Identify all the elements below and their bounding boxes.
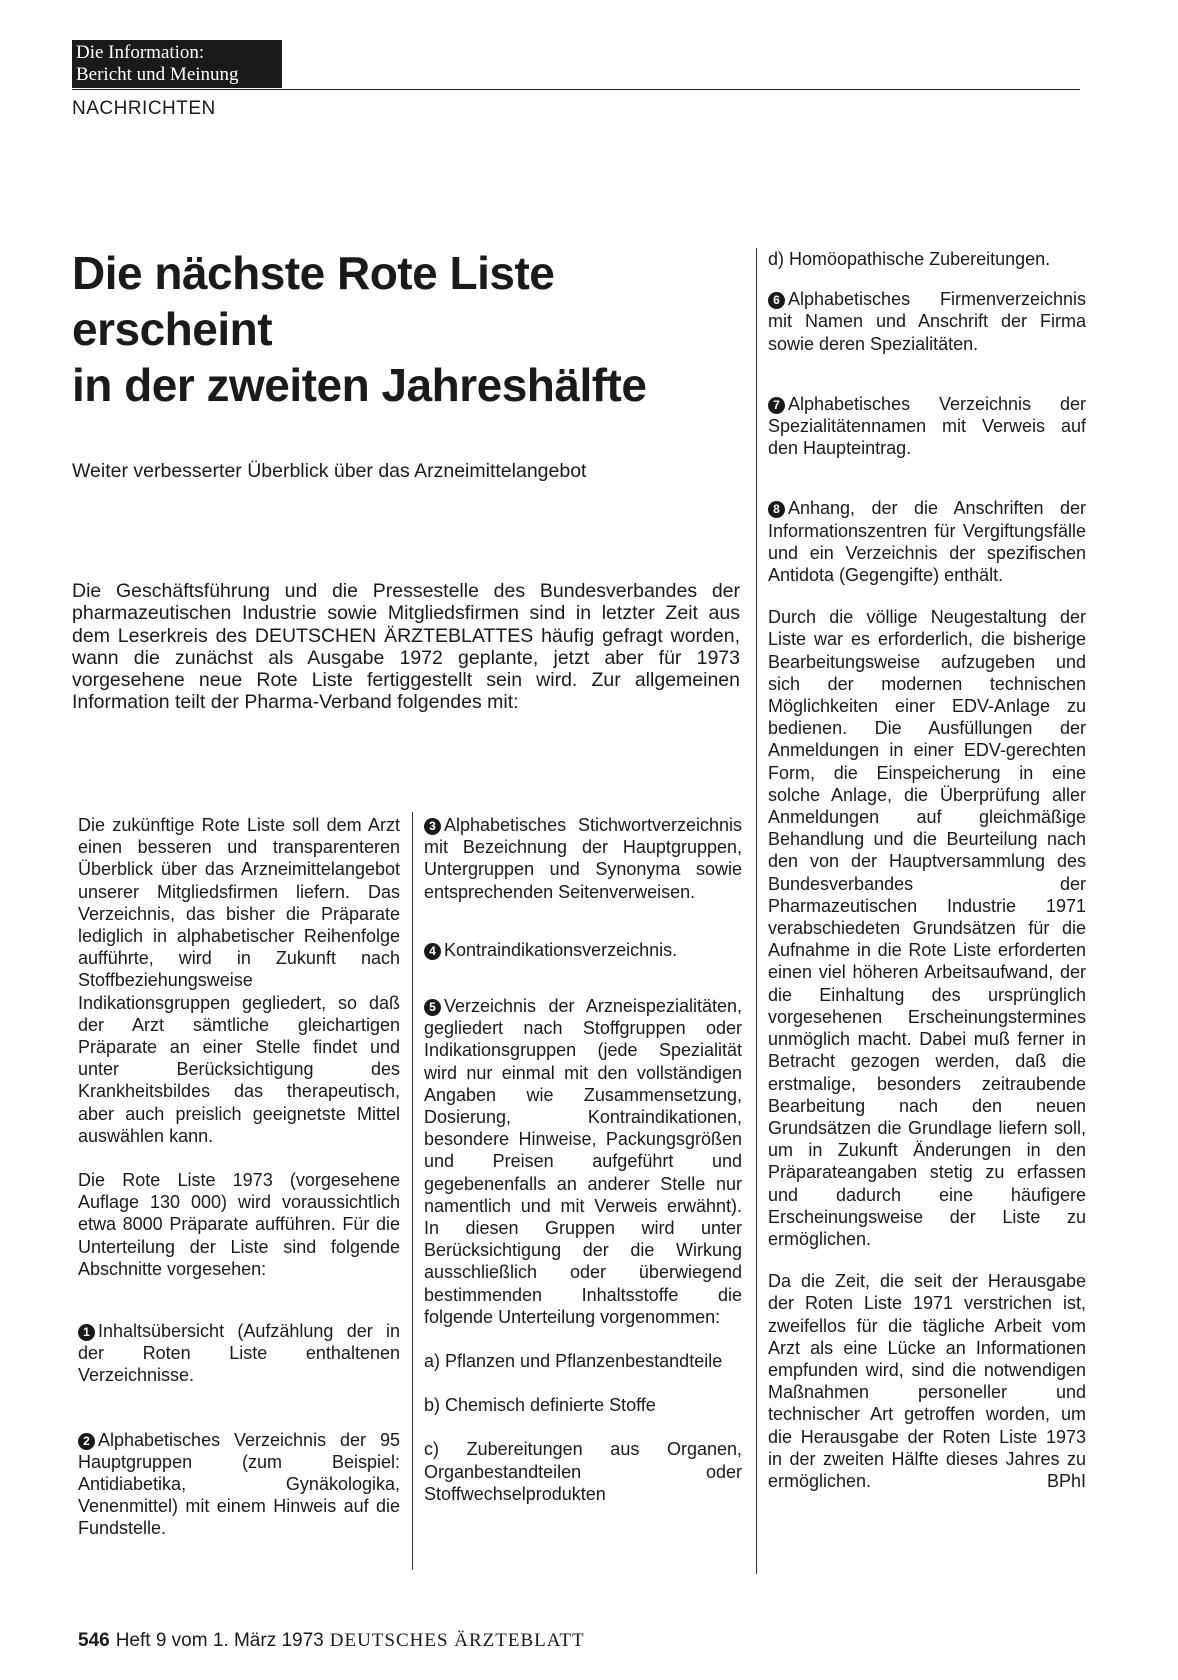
title-line-2: erscheint [72,303,273,355]
article-subtitle: Weiter verbesserter Überblick über das Arzneimittelangebot [72,460,587,482]
col3-paragraph-2-text: Da die Zeit, die seit der Herausgabe der Roten Liste 1971 verstrichen ist, zweifellos für die tägliche Arbeit vom Arzt als eine Lücke an Informationen empfunden wird, sind die notwendigen Maßnahmen personeller und technischer Art getroffen worden, um die Herausgabe der Roten Liste 1973 in der zweiten Hälfte dieses Jahres zu ermöglichen. [768,1271,1086,1491]
column-divider-2 [756,248,757,1574]
list-item-7-text: Alphabetisches Verzeichnis der Spezialitätennamen mit Verweis auf den Haupteintrag. [768,393,1086,459]
page-footer [78,1630,585,1652]
list-item-6 [768,288,1086,355]
list-item-5-text: Verzeichnis der Arzneispezialitäten, gegliedert nach Stoffgruppen oder Indikationsgruppen (jede Spezialität wird nur einmal mit den vollständigen Angaben wie Zusammensetzung, Dosierung, Kontraindikationen, besondere Hinweise, Packungsgrößen und Preisen aufgeführt und gegebenenfalls an anderer Stelle nur namentlich und mit Verweis erwähnt). In diesen Gruppen wird unter Berücksichtigung der die Wirkung ausschließlich oder überwiegend bestimmenden Inhaltsstoffe die folgende Unterteilung vorgenommen: [424,996,742,1327]
article-title [72,245,712,413]
list-item-5 [424,995,742,1328]
column-2 [424,814,742,1505]
list-item-3 [424,814,742,903]
list-item-2 [78,1429,400,1540]
number-badge-1: 1 [78,1324,95,1341]
sub-item-d: d) Homöopathische Zubereitungen. [768,249,1051,269]
list-item-1 [78,1320,400,1387]
number-badge-7: 7 [768,397,785,414]
author-signature: BPhI [1046,1470,1086,1491]
article-lead: Die Geschäftsführung und die Pressestelle des Bundesverbandes der pharmazeutischen Industrie sowie Mitgliedsfirmen sind in letzter Zeit aus dem Leserkreis des DEUTSCHEN ÄRZTEBLATTES häufig gefragt worden, wann die zunächst als Ausgabe 1972 geplante, jetzt aber für 1973 vorgesehene neue Rote Liste fertiggestellt sein wird. Zur allgemeinen Information teilt der Pharma-Verband folgendes mit: [72,580,740,714]
column-1 [78,814,400,1540]
column-divider-1 [412,812,413,1570]
number-badge-3: 3 [424,818,441,835]
number-badge-2: 2 [78,1433,95,1450]
number-badge-8: 8 [768,501,785,518]
number-badge-4: 4 [424,943,441,960]
col1-paragraph-1: Die zukünftige Rote Liste soll dem Arzt einen besseren und transparenteren Überblick über das Arzneimittelangebot unserer Mitgliedsfirmen liefern. Das Verzeichnis, das bisher die Präparate lediglich in alphabetischer Reihenfolge aufführte, wird in Zukunft nach Stoffbeziehungsweise Indikationsgruppen gegliedert, so daß der Arzt sämtliche gleichartigen Präparate an einer Stelle findet und unter Berücksichtigung des Krankheitsbildes das therapeutisch, aber auch preislich geeignetste Mittel auswählen kann. [78,815,400,1146]
list-item-8 [768,497,1086,586]
title-line-1: Die nächste Rote Liste [72,247,555,299]
list-item-6-text: Alphabetisches Firmenverzeichnis mit Namen und Anschrift der Firma sowie deren Spezialitäten. [768,289,1086,354]
sub-item-c: c) Zubereitungen aus Organen, Organbestandteilen oder Stoffwechselprodukten [424,1439,742,1504]
category-label: NACHRICHTEN [72,98,216,119]
issue-info: Heft 9 vom 1. März 1973 [115,1630,324,1651]
section-label-line2: Bericht und Meinung [76,64,239,85]
col3-paragraph-2 [768,1270,1086,1492]
section-label-box [72,40,282,88]
header-rule [72,89,1080,90]
title-line-3: in der zweiten Jahreshälfte [72,359,647,411]
sub-item-b: b) Chemisch definierte Stoffe [424,1395,656,1416]
list-item-4-text: Kontraindikationsverzeichnis. [444,939,678,960]
list-item-4 [424,939,742,961]
list-item-7 [768,393,1086,460]
list-item-1-text: Inhaltsübersicht (Aufzählung der in der Roten Liste enthaltenen Verzeichnisse. [78,1321,400,1386]
section-label-line1: Die Information: [76,42,205,63]
column-3 [768,248,1086,1492]
col1-paragraph-2: Die Rote Liste 1973 (vorgesehene Auflage 130 000) wird voraussichtlich etwa 8000 Präparate aufführen. Für die Unterteilung der Liste sind folgende Abschnitte vorgesehen: [78,1170,400,1279]
list-item-8-text: Anhang, der die Anschriften der Informationszentren für Vergiftungsfälle und ein Verzeichnis der spezifischen Antidota (Gegengifte) enthält. [768,498,1086,586]
list-item-2-text: Alphabetisches Verzeichnis der 95 Hauptgruppen (zum Beispiel: Antidiabetika, Gynäkologika, Venenmittel) mit einem Hinweis auf die Fundstelle. [78,1429,400,1539]
number-badge-5: 5 [424,999,441,1016]
journal-name: DEUTSCHES ÄRZTEBLATT [329,1630,585,1651]
sub-item-a: a) Pflanzen und Pflanzenbestandteile [424,1351,723,1372]
page-number: 546 [78,1630,110,1651]
list-item-3-text: Alphabetisches Stichwortverzeichnis mit Bezeichnung der Hauptgruppen, Untergruppen und Synonyma sowie entsprechenden Seitenverweisen. [424,815,742,902]
col3-paragraph-1: Durch die völlige Neugestaltung der Liste war es erforderlich, die bisherige Bearbeitungsweise aufzugeben und sich der modernen technischen Möglichkeiten einer EDV-Anlage zu bedienen. Die Ausfüllungen der Anmeldungen in einer EDV-gerechten Form, die Einspeicherung in eine solche Anlage, die Überprüfung aller Anmeldungen auf gleichmäßige Behandlung und die Beurteilung nach den von der Hauptversammlung des Bundesverbandes der Pharmazeutischen Industrie 1971 verabschiedeten Grundsätzen für die Aufnahme in die Rote Liste erforderten einen viel höheren Arbeitsaufwand, der die Einhaltung des ursprünglich vorgesehenen Erscheinungstermines unmöglich macht. Dabei muß ferner in Betracht gezogen werden, daß die erstmalige, besonders zeitraubende Bearbeitung nach den neuen Grundsätzen die Grundlage liefern soll, um in Zukunft Änderungen in den Präparateangaben stetig zu erfassen und dadurch eine häufigere Erscheinungsweise der Liste zu ermöglichen. [768,607,1086,1249]
number-badge-6: 6 [768,292,785,309]
